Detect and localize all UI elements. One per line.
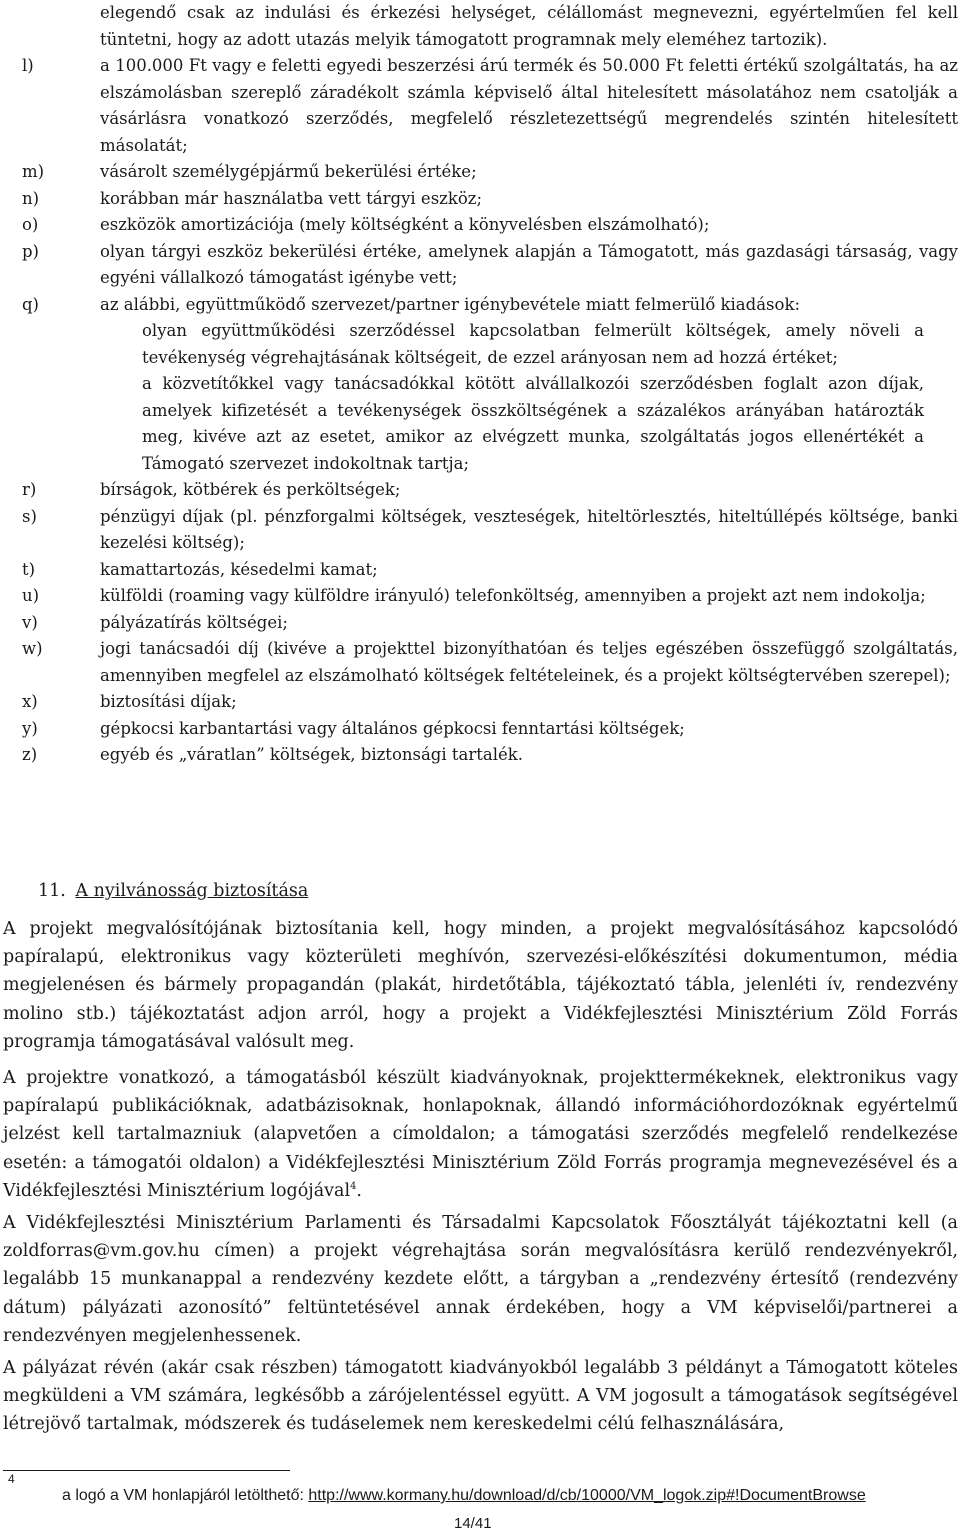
list-item-text: kamattartozás, késedelmi kamat; [100, 559, 378, 579]
list-item-text: egyéb és „váratlan” költségek, biztonsági tartalék. [100, 745, 523, 764]
list-item [0, 742, 960, 769]
list-item-label: v) [22, 612, 38, 632]
page-number: 14/41 [454, 1515, 492, 1532]
list-item-text: pénzügyi díjak (pl. pénzforgalmi költségek, veszteségek, hiteltörlesztés, hiteltúllépés költsége, banki kezelési költség); [100, 506, 958, 552]
list-item [0, 239, 960, 292]
paragraph-2 [3, 1064, 958, 1205]
list-item-label: m) [22, 162, 45, 181]
list-item-text: bírságok, kötbérek és perköltségek; [100, 480, 401, 499]
list-item-text: vásárolt személygépjármű bekerülési értéke; [100, 162, 477, 181]
list-item-label: t) [22, 559, 36, 579]
list-item [0, 610, 960, 637]
list-item-label: x) [22, 692, 38, 711]
list-item-text: biztosítási díjak; [100, 692, 237, 711]
list-item [0, 186, 960, 213]
section-title: A nyilvánosság biztosítása [75, 881, 309, 901]
footnote-separator [3, 1470, 290, 1471]
list-item-text: elegendő csak az indulási és érkezési helységet, célállomást megnevezni, egyértelműen fel kell tüntetni, hogy az adott utazás melyik támogatott programnak mely eleméhez tartozik). [100, 3, 958, 49]
footnote-text: a logó a VM honlapjáról letölthető: [62, 1487, 309, 1504]
list-subitem: olyan együttműködési szerződéssel kapcsolatban felmerült költségek, amely növeli a tevékenység végrehajtásának költségeit, de ezzel arányosan nem ad hozzá értéket; [142, 321, 924, 367]
paragraph-1: A projekt megvalósítójának biztosítania kell, hogy minden, a projekt megvalósításához kapcsolódó papíralapú, elektronikus vagy közterületi meghívón, szervezési-előkészítési dokumentumon, média megjelenésen és bármely propagandán (plakát, hirdetőtábla, tájékoztató tábla, jelenléti ív, rendezvény molino stb.) tájékoztatást adjon arról, hogy a projekt a Vidékfejlesztési Minisztérium Zöld Forrás programja támogatásával valósult meg. [3, 919, 958, 1052]
list-item [0, 583, 960, 610]
footnote-mark: 4 [8, 1472, 15, 1486]
list-item [0, 477, 960, 504]
list-item-label: n) [22, 188, 40, 208]
list-item-text: eszközök amortizációja (mely költségként a könyvelésben elszámolható); [100, 215, 710, 234]
section-number: 11. [38, 881, 66, 901]
list-item [0, 716, 960, 743]
paragraph-2-end: . [356, 1180, 362, 1201]
list-item [0, 636, 960, 689]
footnote-link[interactable]: http://www.kormany.hu/download/d/cb/10000/VM_logok.zip#!DocumentBrowse [308, 1487, 866, 1504]
list-item [0, 212, 960, 239]
list-item-text: olyan tárgyi eszköz bekerülési értéke, amelynek alapján a Támogatott, más gazdasági társaság, vagy egyéni vállalkozó támogatást igénybe vett; [100, 241, 958, 287]
list-item-label: s) [22, 506, 37, 526]
list-item [0, 557, 960, 584]
list-item-text: a 100.000 Ft vagy e feletti egyedi beszerzési árú termék és 50.000 Ft feletti értékű szolgáltatás, ha az elszámolásban szereplő záradékolt számla képviselő által hitelesített másolatához nem csatolják a vásárlásra vonatkozó szerződés, megfelelő részletezettségű megrendelés szintén hitelesített másolatát; [100, 56, 958, 155]
paragraph-4: A pályázat révén (akár csak részben) támogatott kiadványokból legalább 3 példányt a Támogatott köteles megküldeni a VM számára, legkésőbb a zárójelentéssel együtt. A VM jogosult a támogatások segítségével létrejövő tartalmak, módszerek és tudáselemek nem kereskedelmi célú felhasználására, [3, 1358, 958, 1435]
list-item [0, 159, 960, 186]
paragraph-2-text: A projektre vonatkozó, a támogatásból készült kiadványoknak, projekttermékeknek, elektronikus vagy papíralapú publikációknak, adatbázisoknak, honlapoknak, állandó információhordozóknak egyértelmű jelzést kell tartalmazniuk (alapvetően a címoldalon; a támogatási szerződés megfelelő rendelkezése esetén: a támogatói oldalon) a Vidékfejlesztési Minisztérium Zöld Forrás programja megnevezésével és a Vidékfejlesztési Minisztérium logójával [3, 1068, 958, 1201]
section-heading [38, 876, 308, 906]
list-item [0, 292, 960, 319]
list-item-label: q) [22, 294, 39, 314]
paragraph-3: A Vidékfejlesztési Minisztérium Parlamenti és Társadalmi Kapcsolatok Főosztályát tájékoztatni kell (a zoldforras@vm.gov.hu címen) a projekt végrehajtása során megvalósításra kerülő rendezvényekről, legalább 15 munkanappal a rendezvény kezdete előtt, a tárgyban a „rendezvény értesítő (rendezvény dátum) pályázati azonosító” feltüntetésével annak érdekében, hogy a VM képviselői/partnerei a rendezvényen megjelenhessenek. [3, 1213, 958, 1346]
list-subitem: a közvetítőkkel vagy tanácsadókkal kötött alvállalkozói szerződésben foglalt azon díjak, amelyek kifizetését a tevékenységek összköltségének a százalékos arányában határozták meg, kivéve azt az esetet, amikor az elvégzett munka, szolgáltatás jogos ellenértékét a Támogató szervezet indokoltnak tartja; [142, 374, 924, 473]
list-item [0, 0, 960, 53]
list-item-label: l) [22, 56, 34, 75]
list-item [0, 53, 960, 159]
list-item-label: w) [22, 639, 43, 658]
list-item-text: külföldi (roaming vagy külföldre irányuló) telefonköltség, amennyiben a projekt azt nem indokolja; [100, 586, 926, 605]
list-item-label: z) [22, 745, 38, 764]
footnote-ref[interactable]: 4 [350, 1180, 357, 1192]
list-item-text: jogi tanácsadói díj (kivéve a projekttel bizonyíthatóan és teljes egészében összefüggő szolgáltatás, amennyiben megfelel az elszámolható költségek feltételeinek, és a projekt költségtervében szerepel); [100, 639, 958, 685]
list-item-text: korábban már használatba vett tárgyi eszköz; [100, 188, 483, 208]
list-item-text: gépkocsi karbantartási vagy általános gépkocsi fenntartási költségek; [100, 718, 685, 738]
list-item-text: az alábbi, együttműködő szervezet/partner igénybevétele miatt felmerülő kiadások: [100, 294, 801, 314]
list-item-label: u) [22, 586, 40, 605]
list-item-label: p) [22, 241, 39, 261]
list-item-text: pályázatírás költségei; [100, 612, 288, 632]
footnote [62, 1487, 866, 1505]
list-item [0, 504, 960, 557]
list-item-label: y) [22, 718, 38, 738]
list-item [0, 689, 960, 716]
list-item-label: r) [22, 480, 37, 499]
list-item-label: o) [22, 215, 39, 234]
